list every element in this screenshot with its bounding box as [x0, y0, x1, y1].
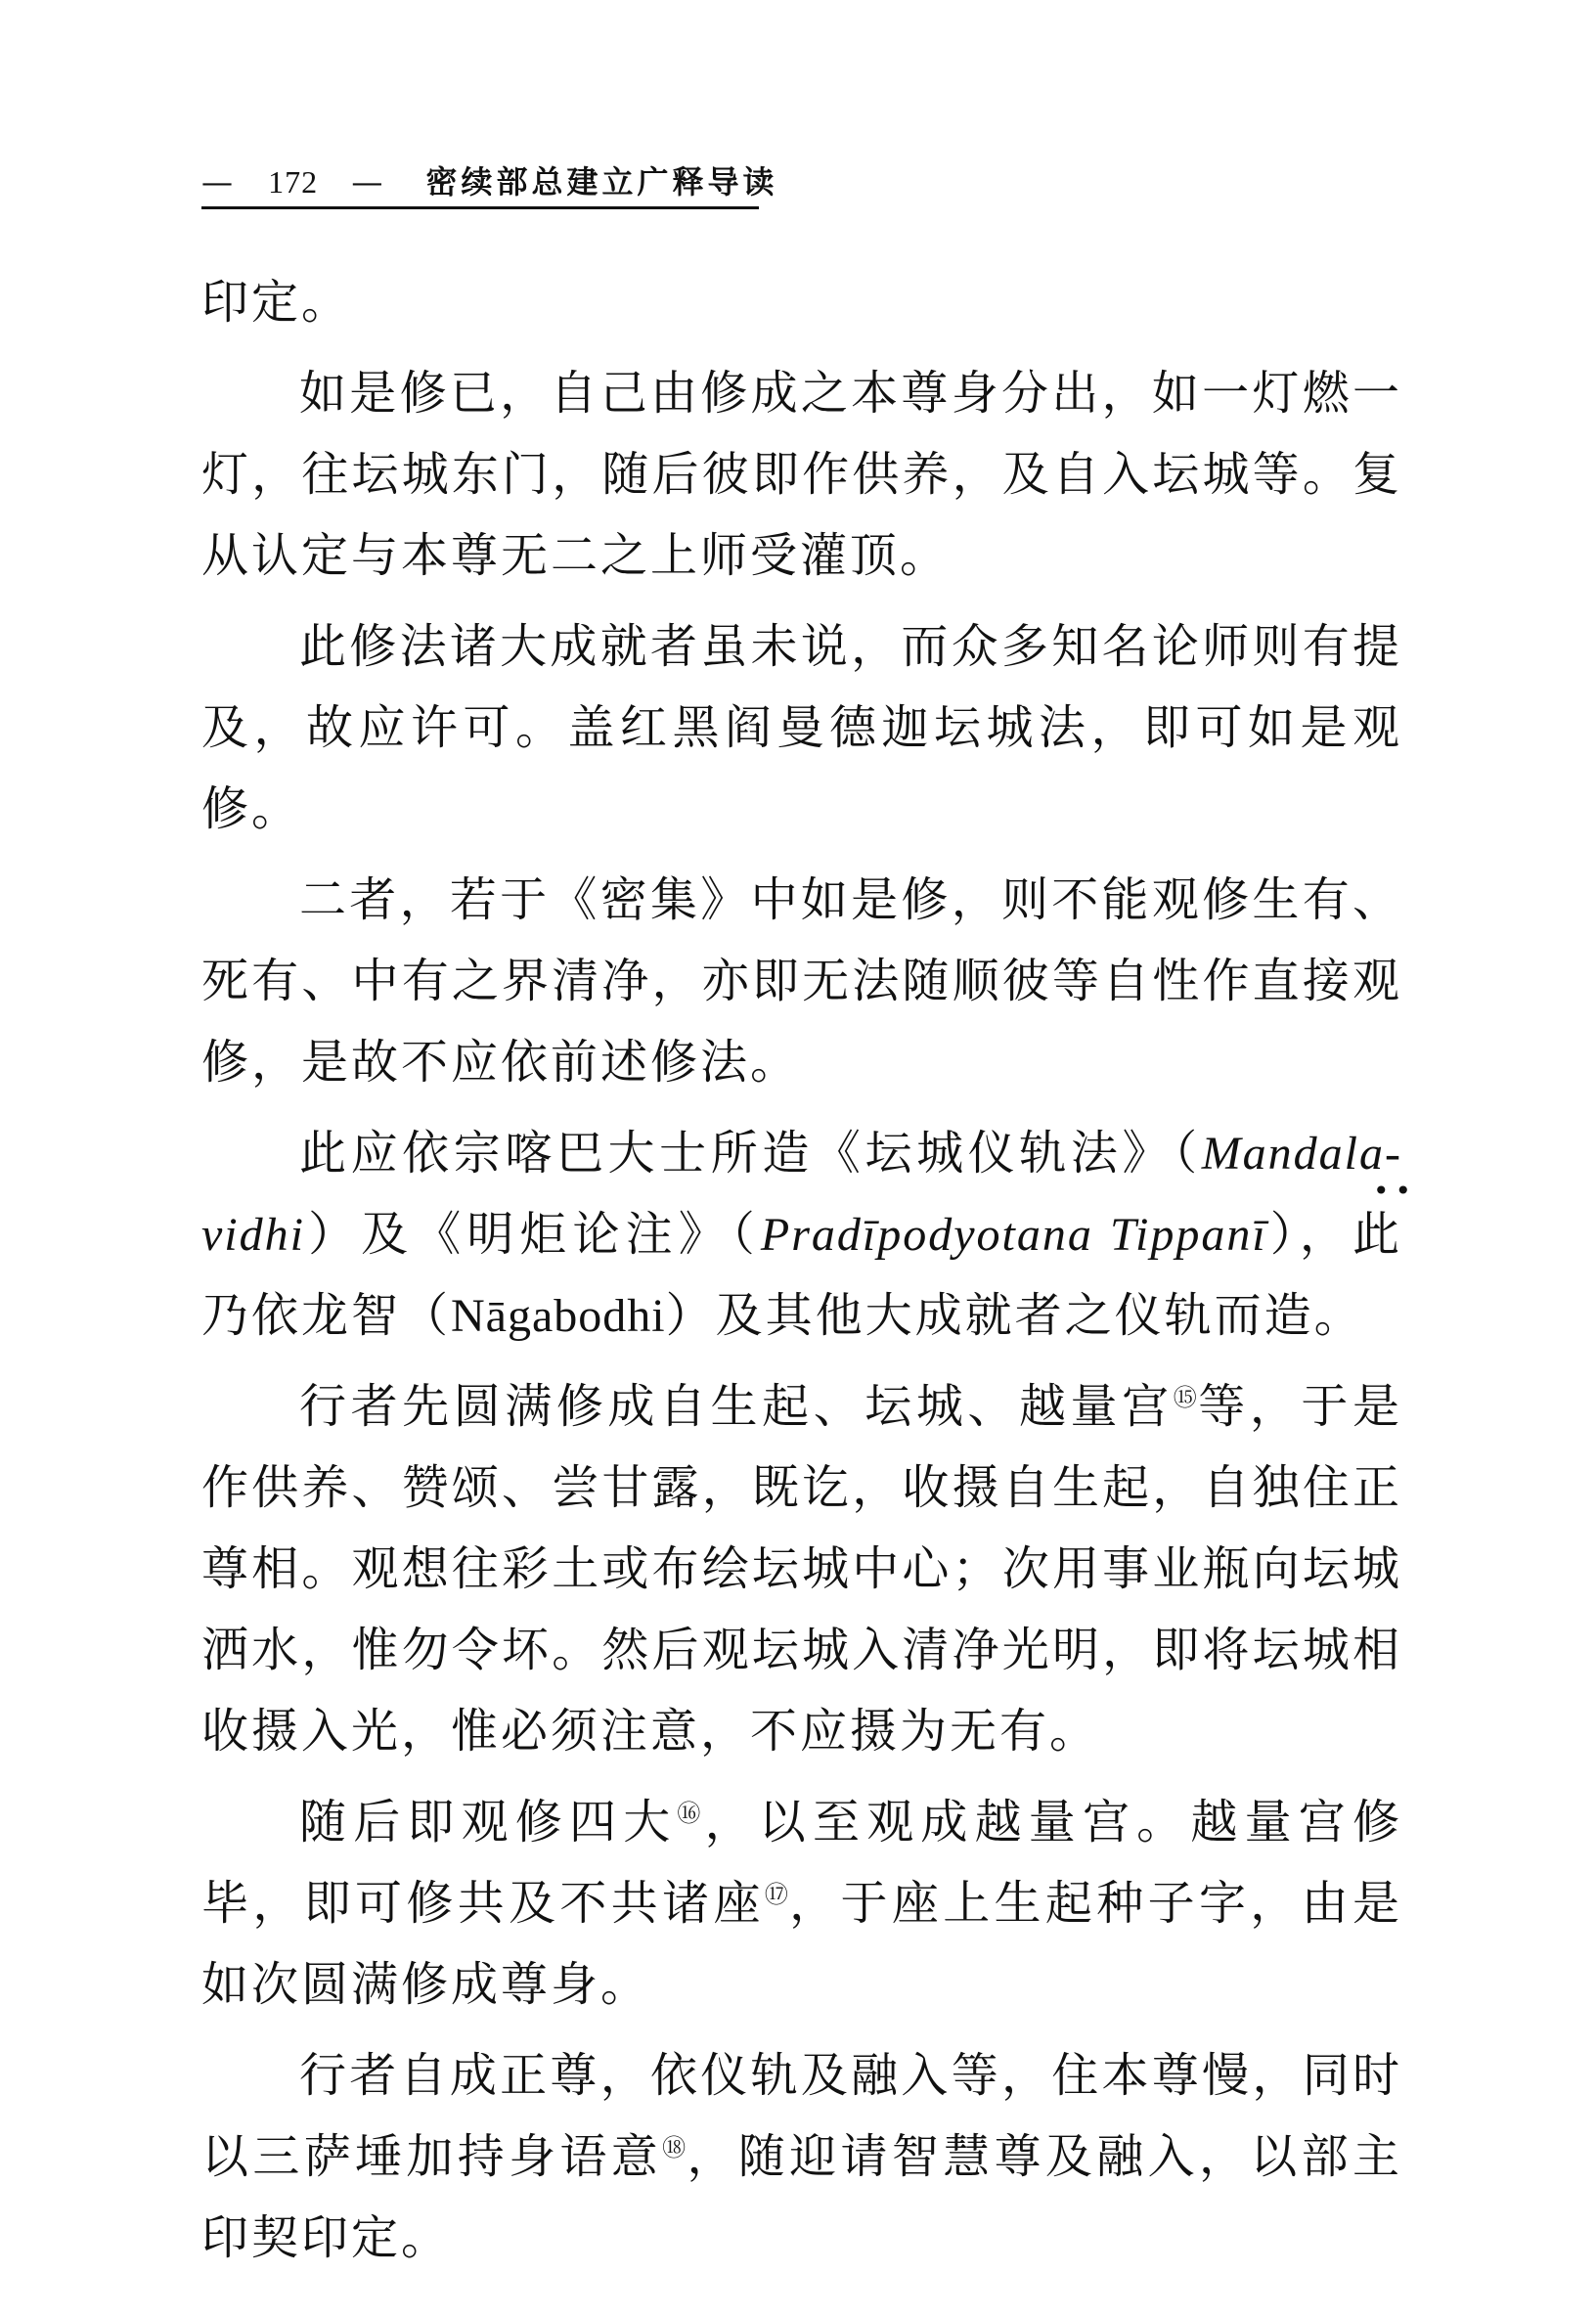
- p5-text-4: ）及其他大成就者之仪轨而造。: [665, 1288, 1364, 1343]
- book-title: 密续部总建立广释导读: [425, 163, 778, 201]
- paragraph-3: 此修法诸大成就者虽未说，而众多知名论师则有提及，故应许可。盖红黑阎曼德迦坛城法，即可如是观修。: [201, 619, 1402, 836]
- body-text: [201, 262, 1418, 2289]
- p8-text-1: 行者自成正尊，依仪轨及融入等，住本尊慢，同时以三萨埵加持身语意: [201, 2048, 1402, 2184]
- page-number: 172: [268, 164, 319, 200]
- p5-text-3: ），此乃依龙智（: [201, 1207, 1402, 1343]
- p5-text-2: ）及《明炬论注》（: [304, 1207, 761, 1262]
- header-rule: [201, 206, 759, 209]
- latin-term-nagabodhi: Nāgabodhi: [451, 1290, 666, 1342]
- header-dash-left: —: [201, 163, 235, 201]
- paragraph-6: [201, 1366, 1402, 1772]
- p7-text-2: ，以至观成越量宫。越量宫修毕，即可修共及不共诸座: [201, 1795, 1402, 1931]
- paragraph-5: [201, 1113, 1418, 1357]
- footnote-marker-126: ⑯: [677, 1800, 705, 1827]
- header-dash-right: —: [351, 163, 385, 201]
- footnote-marker-125: ⑮: [1173, 1384, 1199, 1411]
- paragraph-4: 二者，若于《密集》中如是修，则不能观修生有、死有、中有之界清净，亦即无法随顺彼等自性作直接观修，是故不应依前述修法。: [201, 872, 1402, 1090]
- p6-text-2: 等，于是作供养、赞颂、尝甘露，既讫，收摄自生起，自独住正尊相。观想往彩土或布绘坛城中心；次用事业瓶向坛城洒水，惟勿令坏。然后观坛城入清净光明，即将坛城相收摄入光，惟必须注意，不应摄为无有。: [201, 1379, 1402, 1759]
- p6-text-1: 行者先圆满修成自生起、坛城、越量宫: [299, 1379, 1174, 1434]
- footnote-marker-128: ⑱: [662, 2134, 687, 2161]
- p8-text-2: ，随迎请智慧尊及融入，以部主印契印定。: [201, 2129, 1402, 2265]
- running-header: [201, 156, 778, 207]
- paragraph-1: 印定。: [201, 275, 352, 330]
- p5-text-1: 此应依宗喀巴大士所造《坛城仪轨法》（: [299, 1126, 1202, 1181]
- diacritic-dots-mark: ••: [1373, 1175, 1418, 1207]
- p7-text-1: 随后即观修四大: [299, 1795, 678, 1849]
- latin-term-pradipodyotana: Pradīpodyotana Tippanī: [760, 1209, 1267, 1261]
- paragraph-7: [201, 1782, 1402, 2026]
- latin-term-mandala-vidhi: Mandala-vidhi: [201, 1128, 1402, 1261]
- footnote-marker-127: ⑰: [764, 1881, 790, 1908]
- paragraph-2: 如是修已，自己由修成之本尊身分出，如一灯燃一灯，往坛城东门，随后彼即作供养，及自入坛城等。复从认定与本尊无二之上师受灌顶。: [201, 366, 1402, 583]
- paragraph-8: [201, 2035, 1402, 2279]
- p7-text-3: ，于座上生起种子字，由是如次圆满修成尊身。: [201, 1876, 1402, 2012]
